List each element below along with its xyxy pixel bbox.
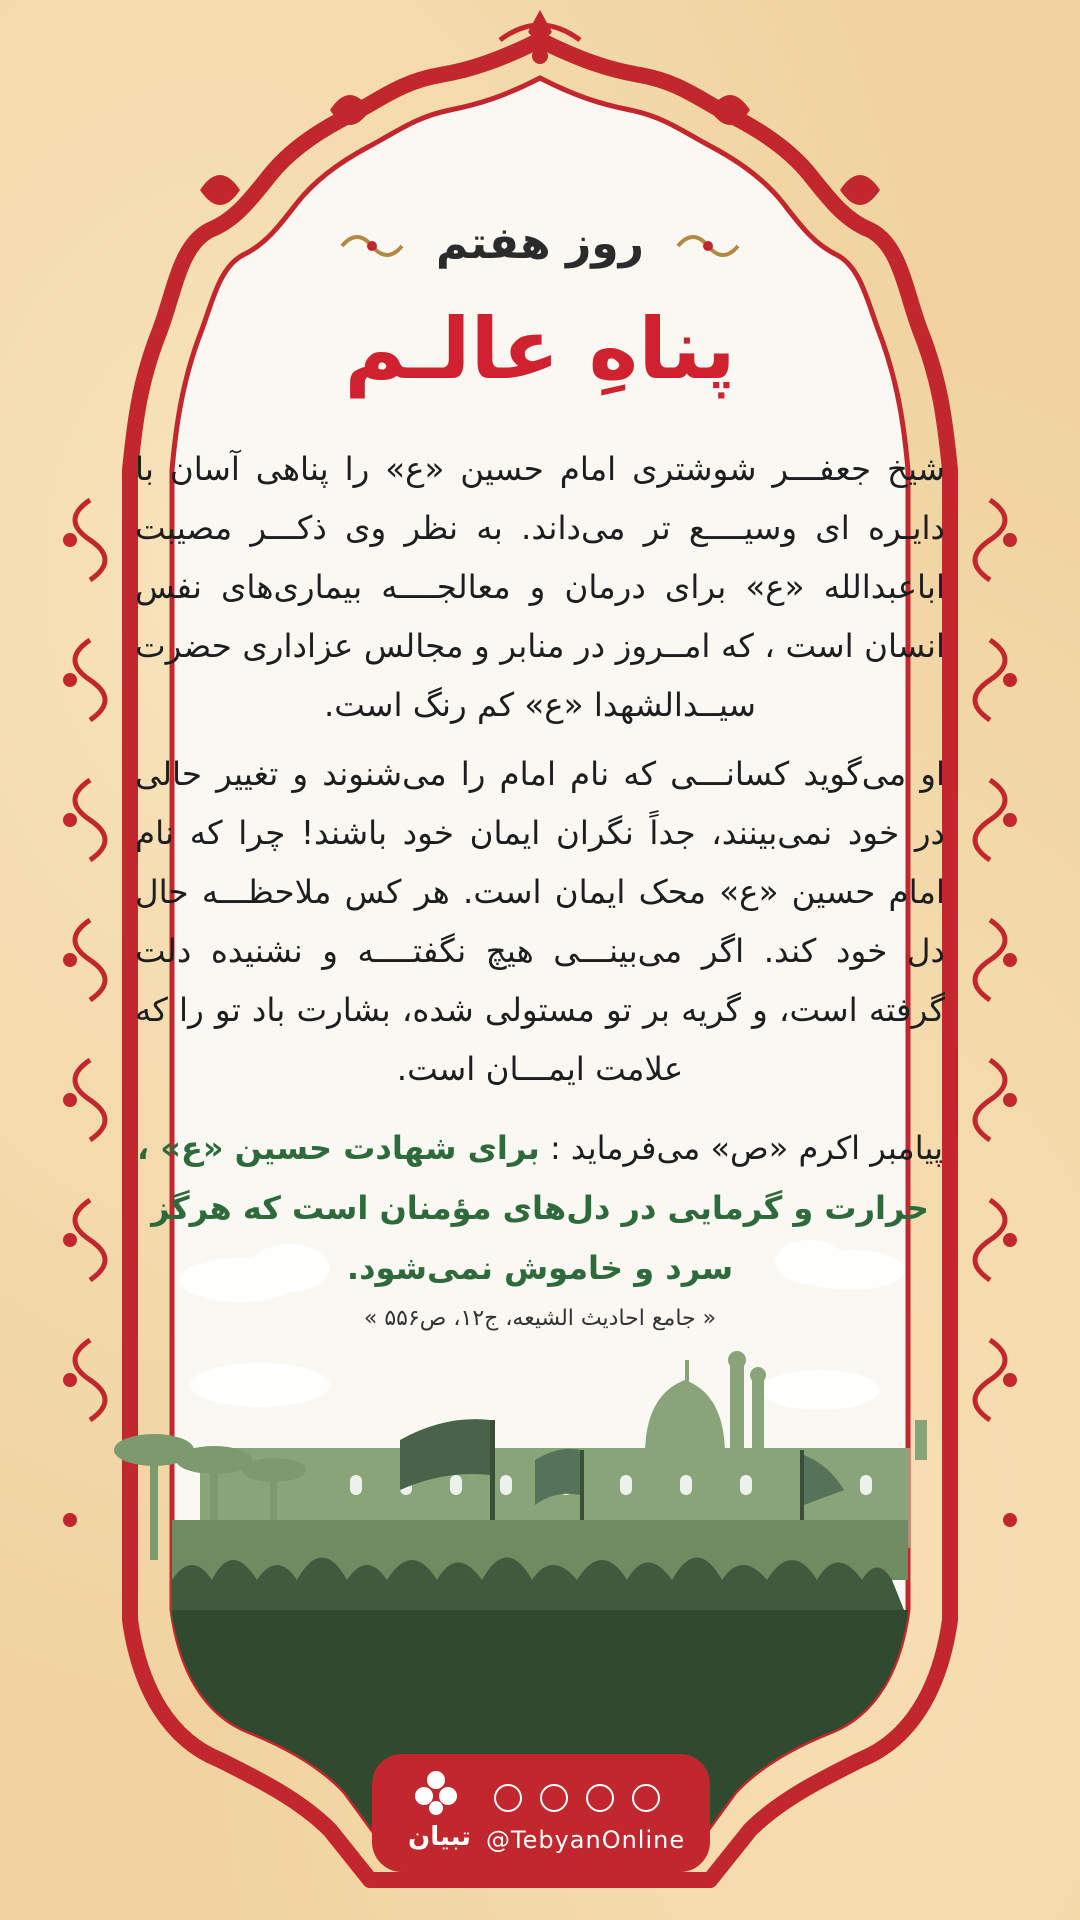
hadith-source: « جامع احادیث الشیعه، ج۱۲، ص۵۵۶ » xyxy=(363,1306,717,1331)
day-label: روز هفتم xyxy=(436,218,644,269)
whatsapp-icon[interactable] xyxy=(632,1784,660,1812)
paragraph-2: او می‌گوید کسانـــی که نام امام را می‌شنوند و تغییر حالی در خود نمی‌بینند، جداً نگران ایمان خود باشند! چرا که نام امام حسین «ع» محک ایمان است. هر کس ملاحظـــه حال دل خود کند. اگر می‌بینـــی هیچ نگفتــــه و نشنیده دلت گرفته است، و گریه بر تو مستولی شده، بشارت باد تو را که علامت ایمـــان است. xyxy=(135,755,945,1088)
page-title: پناهِ عالـم xyxy=(344,300,736,398)
paragraph-1: شیخ جعفـــر شوشتری امام حسین «ع» را پناهی آسان با دایـره ای وسیــــع تر می‌داند. به نظر وی ذکـــر مصیبت اباعبدالله «ع» برای درمان و معالجــــه بیماری‌های نفس انسان است ، که امــروز در منابر و مجالس عزاداری حضرت سیــدالشهدا «ع» کم رنگ است. xyxy=(135,450,945,724)
tebyan-logo-icon xyxy=(410,1768,462,1818)
instagram-icon[interactable] xyxy=(540,1784,568,1812)
telegram-icon[interactable] xyxy=(494,1784,522,1812)
hadith-intro: پیامبر اکرم «ص» می‌فرماید : xyxy=(549,1129,943,1167)
hadith-quote: برای شهادت حسین «ع» ، حرارت و گرمایی در دل‌های مؤمنان است که هرگز سرد و خاموش نمی‌شود. xyxy=(136,1129,929,1287)
hadith-block xyxy=(135,1118,945,1298)
day-heading xyxy=(0,218,1080,269)
body-text xyxy=(135,440,945,1109)
ornament-icon xyxy=(337,226,407,266)
social-handle[interactable]: @TebyanOnline xyxy=(486,1826,686,1854)
brand-name: تبیان xyxy=(408,1822,471,1852)
twitter-icon[interactable] xyxy=(586,1784,614,1812)
ornament-icon xyxy=(673,226,743,266)
